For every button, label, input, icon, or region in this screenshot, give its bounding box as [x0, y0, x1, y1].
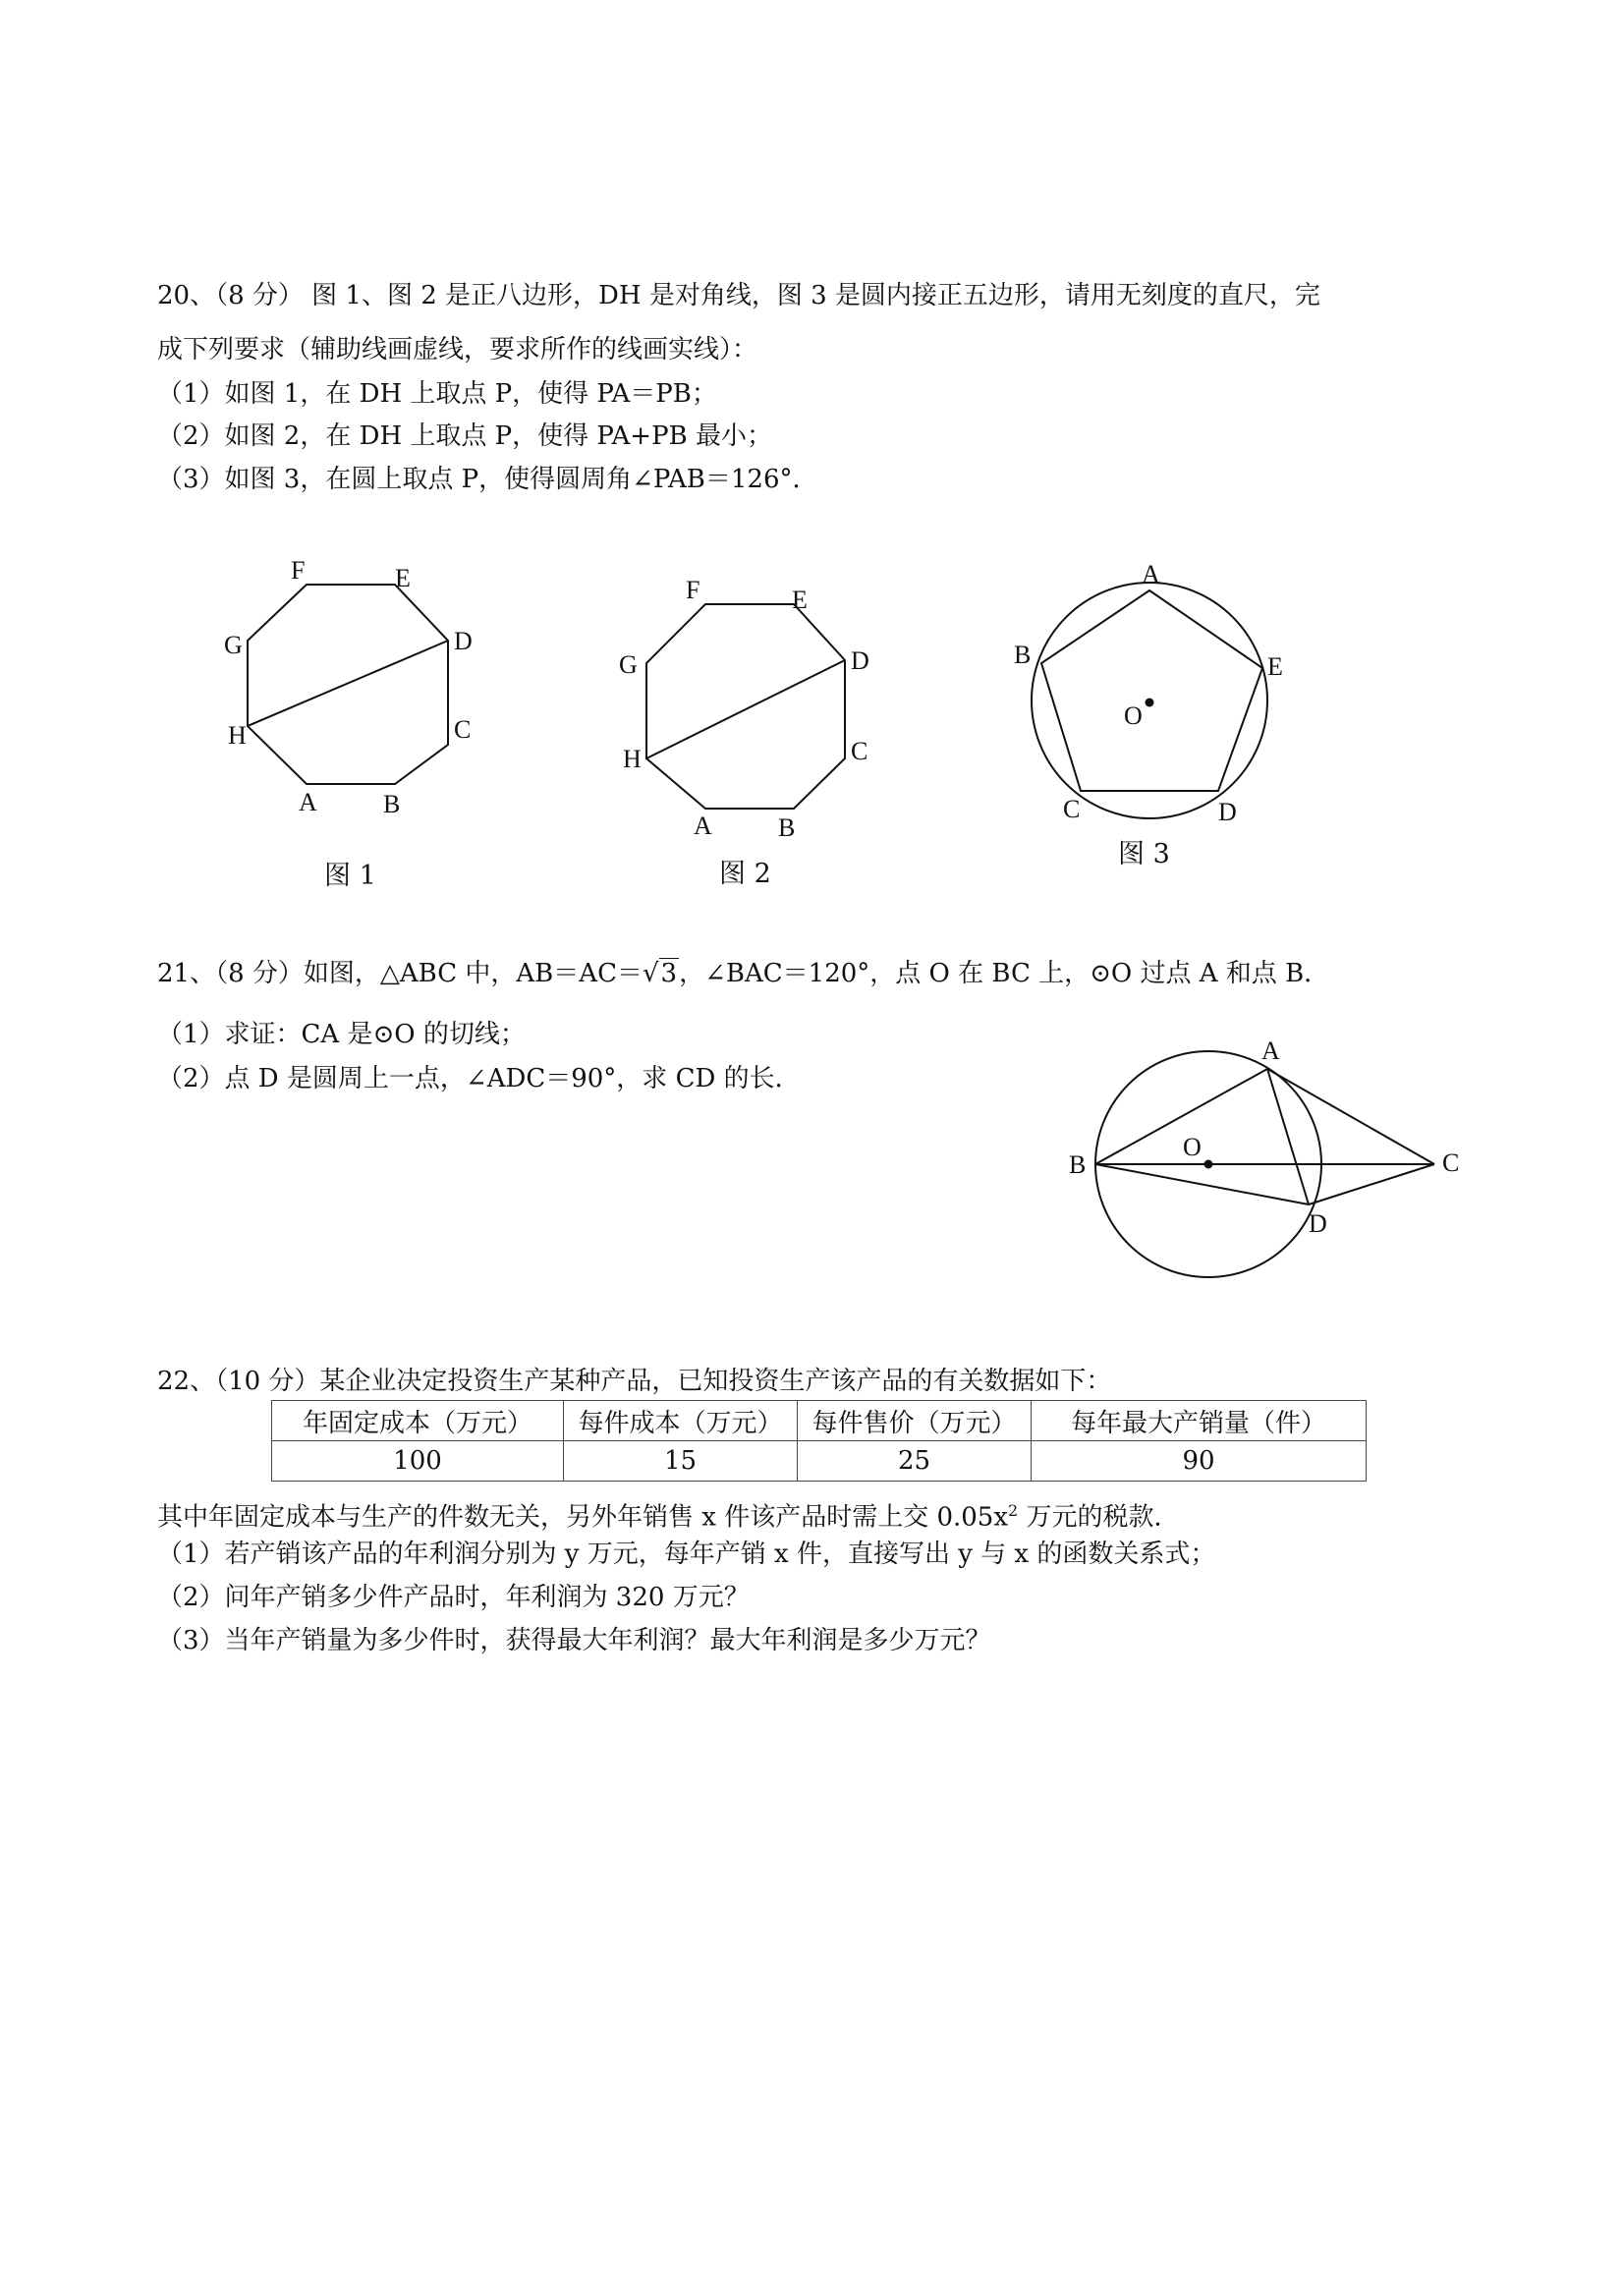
q22-part-3: （3）当年产销量为多少件时，获得最大年利润？最大年利润是多少万元？	[157, 1626, 991, 1655]
label-g: G	[224, 631, 243, 659]
label-c: C	[851, 737, 868, 765]
table-header-row	[272, 1401, 1367, 1441]
q21-part-1: （1）求证：CA 是⊙O 的切线；	[157, 1020, 526, 1049]
pentagon	[1041, 590, 1262, 791]
label-b: B	[1014, 641, 1032, 669]
table-cell: 15	[564, 1441, 798, 1482]
label-e: E	[1267, 652, 1283, 681]
label-g: G	[619, 650, 638, 679]
diagonal-dh-1	[248, 641, 448, 726]
label-e: E	[792, 586, 808, 614]
segment-bd	[1095, 1164, 1309, 1204]
table-header-cell: 每件售价（万元）	[798, 1401, 1032, 1441]
center-o-dot	[1146, 699, 1154, 707]
label-f: F	[291, 556, 306, 585]
q21-part-2: （2）点 D 是圆周上一点，∠ADC＝90°，求 CD 的长．	[157, 1064, 801, 1093]
data-table	[271, 1400, 1367, 1482]
q20-part-3: （3）如图 3，在圆上取点 P，使得圆周角∠PAB＝126°．	[157, 465, 818, 494]
segment-dc	[1309, 1164, 1434, 1204]
q22-note-post: 万元的税款．	[1018, 1502, 1180, 1533]
label-d: D	[454, 627, 473, 655]
table-cell: 100	[272, 1441, 564, 1482]
label-c: C	[454, 715, 472, 744]
segment-ba	[1095, 1069, 1267, 1164]
q22-note	[157, 1495, 1179, 1534]
table-row	[272, 1441, 1367, 1482]
label-a: A	[1261, 1036, 1280, 1065]
table-header-cell: 年固定成本（万元）	[272, 1401, 564, 1441]
label-h: H	[228, 721, 247, 750]
label-d: D	[1309, 1209, 1327, 1238]
center-o-dot	[1204, 1160, 1213, 1169]
label-a: A	[299, 788, 317, 816]
label-d: D	[851, 646, 869, 675]
label-e: E	[395, 564, 411, 592]
q22-note-pre: 其中年固定成本与生产的件数无关，另外年销售 x 件该产品时需上交 0.05x	[157, 1502, 1009, 1533]
label-o: O	[1183, 1133, 1202, 1161]
label-o: O	[1124, 701, 1143, 730]
q21-text-post: ，∠BAC＝120°，点 O 在 BC 上，⊙O 过点 A 和点 B．	[679, 959, 1330, 988]
q22-part-2: （2）问年产销多少件产品时，年利润为 320 万元？	[157, 1583, 750, 1612]
figure-3-caption: 图 3	[1118, 839, 1170, 869]
label-c: C	[1442, 1148, 1460, 1177]
q21-line-1	[157, 958, 1329, 989]
label-a: A	[694, 812, 712, 840]
q20-part-1: （1）如图 1，在 DH 上取点 P，使得 PA＝PB；	[157, 379, 717, 409]
figure-3-pentagon	[1002, 555, 1316, 879]
sqrt-symbol: √3	[642, 959, 678, 988]
q20-line-2: 成下列要求（辅助线画虚线，要求所作的线画实线）：	[157, 335, 758, 364]
figure-2-caption: 图 2	[719, 859, 771, 889]
table-header-cell: 每件成本（万元）	[564, 1401, 798, 1441]
label-b: B	[778, 813, 796, 842]
table-header-cell: 每年最大产销量（件）	[1032, 1401, 1367, 1441]
label-b: B	[383, 790, 401, 818]
label-c: C	[1063, 795, 1081, 823]
label-d: D	[1218, 798, 1237, 826]
figure-1-caption: 图 1	[324, 861, 376, 891]
figure-1-octagon	[216, 555, 491, 909]
q21-text-pre: 21、（8 分）如图，△ABC 中，AB＝AC＝	[157, 959, 643, 988]
figure-q21-circle	[1051, 1022, 1483, 1287]
diagonal-dh-2	[646, 660, 845, 758]
label-f: F	[686, 576, 700, 604]
octagon-2	[646, 604, 845, 809]
label-b: B	[1069, 1150, 1087, 1179]
sqrt-radicand: 3	[660, 959, 678, 988]
q22-note-sup: 2	[1008, 1501, 1019, 1520]
q20-line-1: 20、（8 分） 图 1、图 2 是正八边形，DH 是对角线，图 3 是圆内接正五边形，请用无刻度的直尺，完	[157, 281, 1320, 310]
figure-2-octagon	[609, 575, 884, 909]
label-a: A	[1142, 560, 1160, 588]
label-h: H	[623, 745, 642, 773]
q20-part-2: （2）如图 2，在 DH 上取点 P，使得 PA+PB 最小；	[157, 421, 772, 451]
table-cell: 90	[1032, 1441, 1367, 1482]
q22-intro: 22、（10 分）某企业决定投资生产某种产品，已知投资生产该产品的有关数据如下：	[157, 1367, 1112, 1396]
q22-part-1: （1）若产销该产品的年利润分别为 y 万元，每年产销 x 件，直接写出 y 与 x 的函数关系式；	[157, 1540, 1216, 1569]
table-cell: 25	[798, 1441, 1032, 1482]
